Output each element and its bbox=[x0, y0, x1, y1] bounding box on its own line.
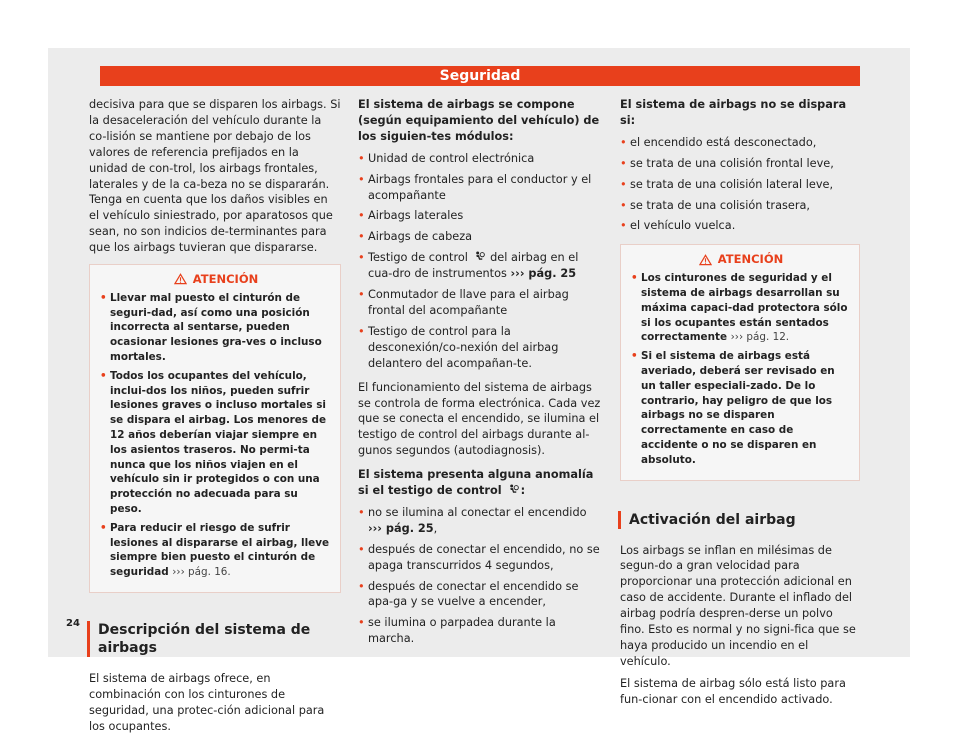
page-reference-link[interactable]: ››› pág. 25 bbox=[368, 521, 434, 535]
no-deploy-heading: El sistema de airbags no se dispara si: bbox=[620, 98, 847, 127]
list-item: • Airbags frontales para el conductor y el acompañante bbox=[358, 172, 602, 204]
section-title: Descripción del sistema de airbags bbox=[87, 621, 341, 657]
list-item-text: no se ilumina al conectar el encendido bbox=[368, 505, 587, 519]
list-item: • el vehículo vuelca. bbox=[620, 218, 860, 234]
warning-triangle-icon bbox=[699, 254, 712, 266]
list-item: • después de conectar el encendido, no se apaga transcurridos 4 segundos, bbox=[358, 542, 602, 574]
page-number: 24 bbox=[66, 618, 80, 629]
section-paragraph: Los airbags se inflan en milésimas de segun-do a gran velocidad para proporcionar una protección adicional en caso de accidente. Durante el inflado del airbag podría despren-derse un polvo fino. Esto es normal y no signi-fica que se haya producido un incendio en el vehículo. bbox=[620, 543, 856, 668]
warning-item: • Si el sistema de airbags está averiado, deberá ser revisado en un taller especiali-zado. De lo contrario, hay peligro de que los airbags no se disparen correctamente en caso de accidente o no se disparen en absoluto. bbox=[631, 349, 851, 467]
airbag-warning-icon bbox=[508, 484, 519, 495]
anomaly-heading bbox=[358, 467, 602, 499]
list-item: • se ilumina o parpadea durante la marcha. bbox=[358, 615, 602, 647]
warning-item bbox=[100, 521, 332, 580]
intro-paragraph: decisiva para que se disparen los airbags. Si la desaceleración del vehículo durante la co-lisión se mantiene por debajo de los valores de referencia prefijados en la unidad de con-trol, los airbags frontales, laterales y de la ca-beza no se dispararán. Tenga en cuenta que los daños visibles en el vehículo siniestrado, por aparatosos que sean, no son indicios de-terminantes para que los airbags tuvieran que dispararse. bbox=[89, 98, 341, 255]
warning-box bbox=[620, 244, 860, 480]
warning-item-text: Para reducir el riesgo de sufrir lesiones al dispararse el airbag, lleve siempre bien puesto el cinturón de seguridad bbox=[110, 521, 330, 579]
list-item: • se trata de una colisión trasera, bbox=[620, 198, 860, 214]
warning-triangle-icon bbox=[174, 273, 187, 285]
list-item: • Unidad de control electrónica bbox=[358, 151, 602, 167]
warning-header bbox=[100, 272, 332, 287]
anomaly-heading-text: El sistema presenta alguna anomalía si el testigo de control bbox=[358, 468, 594, 498]
list-item-text: del airbag en el cua-dro de instrumentos bbox=[368, 251, 579, 281]
page-header: Seguridad bbox=[100, 66, 860, 86]
list-item-punct: , bbox=[433, 521, 438, 535]
list-item: • se trata de una colisión frontal leve, bbox=[620, 156, 860, 172]
warning-item: • Todos los ocupantes del vehículo, inclui-dos los niños, pueden sufrir lesiones graves o incluso mortales si se dispara el airbag. Los menores de 12 años deberían viajar siempre en los asientos traseros. No permi-ta nunca que los niños viajen en el vehículo sin ir protegidos o con una protección no adecuada para su peso. bbox=[100, 369, 332, 517]
list-item: • Airbags de cabeza bbox=[358, 229, 602, 245]
column-1 bbox=[89, 97, 341, 741]
list-item: • se trata de una colisión lateral leve, bbox=[620, 177, 860, 193]
modules-heading: El sistema de airbags se compone (según equipamiento del vehículo) de los siguien-tes módulos: bbox=[358, 98, 600, 143]
section-title: Activación del airbag bbox=[618, 511, 860, 529]
warning-header bbox=[631, 252, 851, 267]
list-item bbox=[358, 505, 602, 537]
warning-title: ATENCIÓN bbox=[192, 272, 259, 287]
section-paragraph: El sistema de airbags ofrece, en combinación con los cinturones de seguridad, una protec-ción adicional para los ocupantes. bbox=[89, 672, 325, 733]
anomaly-heading-colon: : bbox=[520, 484, 526, 498]
warning-box bbox=[89, 264, 341, 593]
list-item-text: Testigo de control bbox=[368, 251, 468, 265]
page-reference-link[interactable]: ››› pág. 12. bbox=[730, 331, 790, 344]
warning-item-text: Los cinturones de seguridad y el sistema de airbags desarrollan su máxima capaci-dad protectora sólo si los ocupantes están sentados correctamente bbox=[641, 272, 848, 344]
airbag-warning-icon bbox=[474, 251, 485, 262]
list-item bbox=[358, 250, 602, 282]
warning-title: ATENCIÓN bbox=[717, 252, 784, 267]
warning-item bbox=[631, 271, 851, 345]
column-2 bbox=[358, 97, 602, 652]
list-item: • Testigo de control para la desconexión/co-nexión del airbag delantero del acompañan-te. bbox=[358, 324, 602, 372]
section-paragraph: El sistema de airbag sólo está listo para fun-cionar con el encendido activado. bbox=[620, 676, 846, 706]
warning-item: • Llevar mal puesto el cinturón de seguri-dad, así como una posición incorrecta al sentarse, pueden ocasionar lesiones gra-ves o incluso mortales. bbox=[100, 291, 332, 365]
list-item: • Conmutador de llave para el airbag frontal del acompañante bbox=[358, 287, 602, 319]
function-paragraph: El funcionamiento del sistema de airbags se controla de forma electrónica. Cada vez que se conecta el encendido, se ilumina el testigo de control del airbags durante al-gunos segundos (autodiagnosis). bbox=[358, 380, 601, 458]
list-item: • después de conectar el encendido se apa-ga y se vuelve a encender, bbox=[358, 579, 602, 611]
list-item: • Airbags laterales bbox=[358, 208, 602, 224]
page-reference-link[interactable]: ››› pág. 25 bbox=[510, 267, 577, 281]
column-3 bbox=[620, 97, 860, 714]
list-item: • el encendido está desconectado, bbox=[620, 135, 860, 151]
page-reference-link[interactable]: ››› pág. 16. bbox=[172, 566, 231, 579]
